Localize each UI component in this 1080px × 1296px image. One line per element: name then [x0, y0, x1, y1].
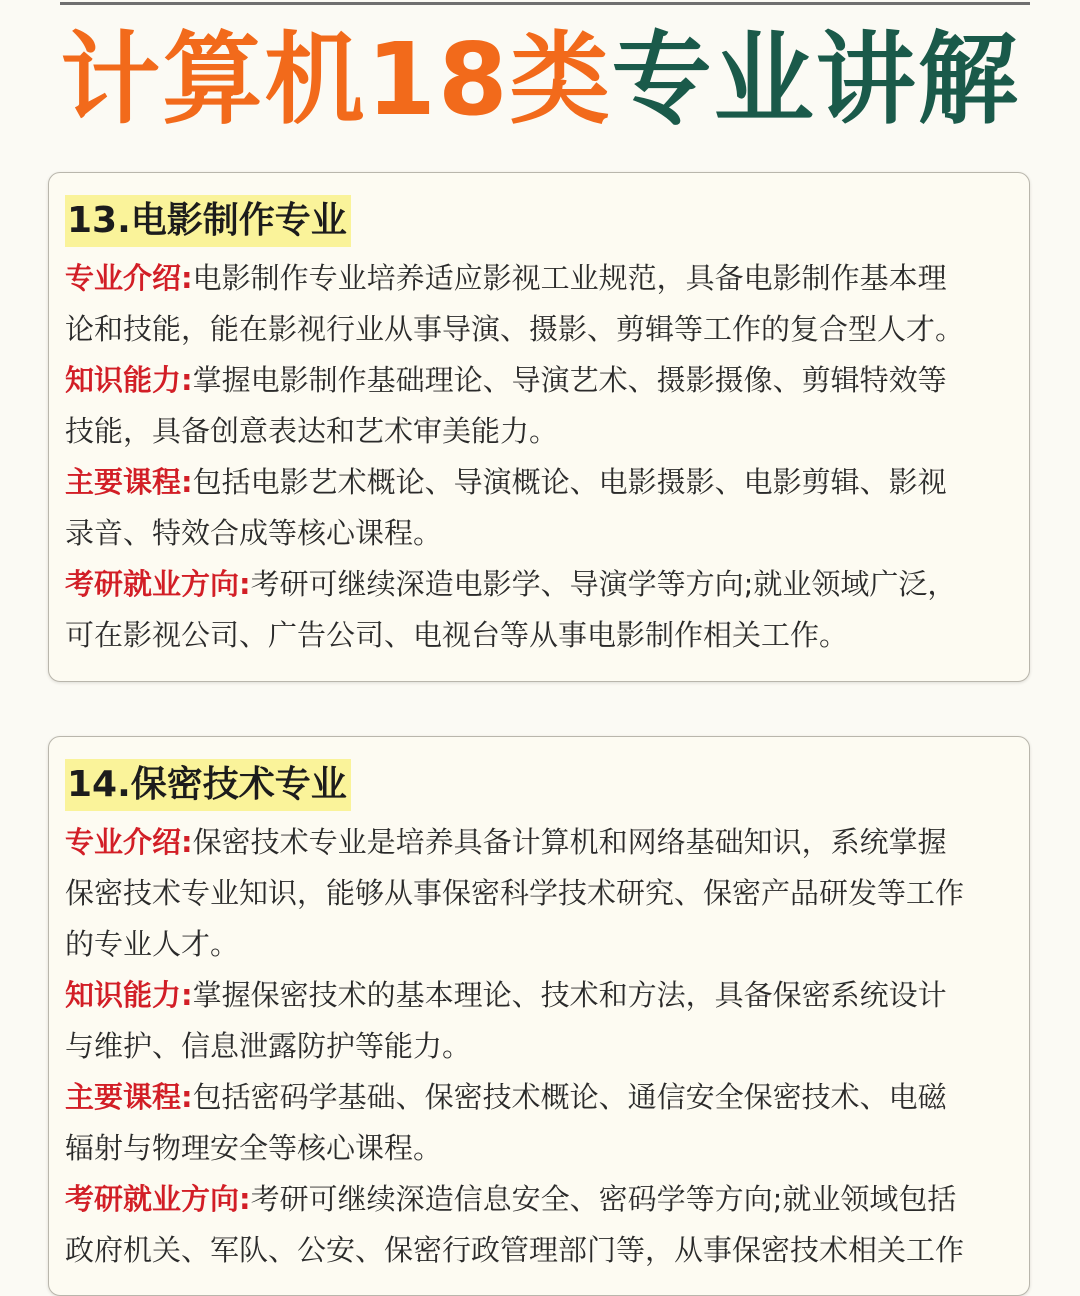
- career-text-line: 考研可继续深造电影学、导演学等方向;就业领域广泛，: [250, 567, 957, 601]
- intro-label: 专业介绍:: [65, 261, 193, 295]
- skills-label: 知识能力:: [65, 363, 193, 397]
- career-paragraph: [65, 559, 1013, 661]
- career-label: 考研就业方向:: [65, 567, 251, 601]
- career-paragraph: [65, 1174, 1013, 1276]
- intro-label: 专业介绍:: [65, 825, 193, 859]
- career-text-line: 考研可继续深造信息安全、密码学等方向;就业领域包括: [250, 1182, 957, 1216]
- title-part-orange: 计算机18类: [60, 21, 612, 138]
- intro-text-line: 保密技术专业是培养具备计算机和网络基础知识，系统掌握: [192, 825, 947, 859]
- courses-paragraph: [65, 457, 1013, 559]
- card-heading: 14.保密技术专业: [65, 759, 351, 811]
- skills-paragraph: [65, 970, 1013, 1072]
- intro-text-line: 保密技术专业知识，能够从事保密科学技术研究、保密产品研发等工作: [65, 876, 965, 910]
- title-part-green: 专业讲解: [611, 21, 1020, 138]
- intro-text-line: 电影制作专业培养适应影视工业规范，具备电影制作基本理: [192, 261, 947, 295]
- skills-text-line: 掌握保密技术的基本理论、技术和方法，具备保密系统设计: [192, 978, 947, 1012]
- courses-label: 主要课程:: [65, 465, 193, 499]
- courses-text-line: 包括密码学基础、保密技术概论、通信安全保密技术、电磁: [192, 1080, 947, 1114]
- card-heading: 13.电影制作专业: [65, 195, 351, 247]
- top-divider: [60, 2, 1030, 5]
- intro-text-line: 的专业人才。: [65, 927, 240, 961]
- courses-text-line: 录音、特效合成等核心课程。: [65, 516, 443, 550]
- skills-text-line: 掌握电影制作基础理论、导演艺术、摄影摄像、剪辑特效等: [192, 363, 947, 397]
- skills-label: 知识能力:: [65, 978, 193, 1012]
- skills-text-line: 技能，具备创意表达和艺术审美能力。: [65, 414, 559, 448]
- courses-text-line: 包括电影艺术概论、导演概论、电影摄影、电影剪辑、影视: [192, 465, 947, 499]
- major-card-security-technology: [48, 736, 1030, 1296]
- career-label: 考研就业方向:: [65, 1182, 251, 1216]
- intro-text-line: 论和技能，能在影视行业从事导演、摄影、剪辑等工作的复合型人才。: [65, 312, 965, 346]
- courses-paragraph: [65, 1072, 1013, 1174]
- major-card-film-production: [48, 172, 1030, 682]
- intro-paragraph: [65, 253, 1013, 355]
- courses-label: 主要课程:: [65, 1080, 193, 1114]
- career-text-line: 可在影视公司、广告公司、电视台等从事电影制作相关工作。: [65, 618, 849, 652]
- skills-text-line: 与维护、信息泄露防护等能力。: [65, 1029, 472, 1063]
- page-title: [0, 18, 1080, 142]
- courses-text-line: 辐射与物理安全等核心课程。: [65, 1131, 443, 1165]
- career-text-line: 政府机关、军队、公安、保密行政管理部门等，从事保密技术相关工作: [65, 1233, 965, 1267]
- skills-paragraph: [65, 355, 1013, 457]
- intro-paragraph: [65, 817, 1013, 970]
